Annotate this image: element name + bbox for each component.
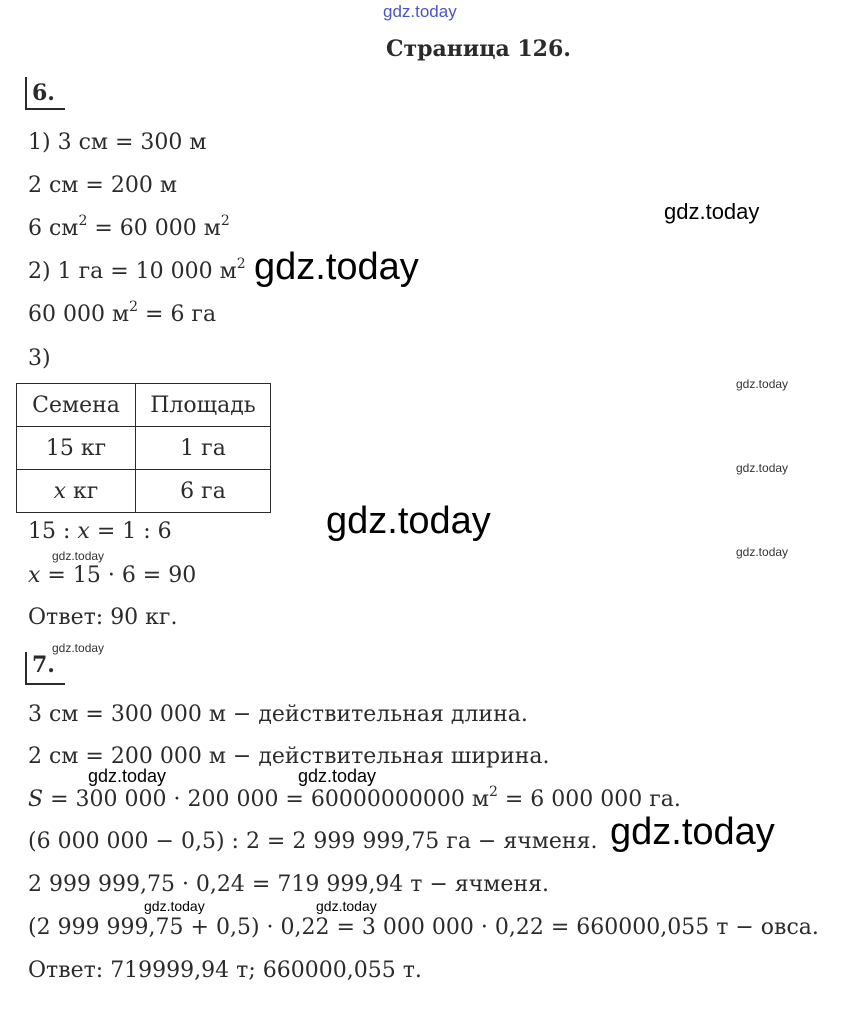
task6-line-4: 2) 1 га = 10 000 $м^2$: [28, 255, 246, 284]
watermark: gdz.today: [88, 766, 167, 786]
watermark: gdz.today: [316, 898, 377, 914]
task6-line-1: 1) 3 см = 300 м: [28, 130, 207, 155]
table-header-row: [17, 384, 271, 427]
task7-answer: Ответ: 719999,94 т; 660000,055 т.: [28, 958, 422, 983]
task7-number: 7.: [32, 652, 55, 678]
task6-line-3: 6 $см^2 = 60$ 000 $м^2$: [28, 212, 230, 241]
watermark: gdz.today: [610, 811, 775, 853]
table-row: [17, 470, 271, 513]
task6-line-2: 2 см = 200 м: [28, 173, 177, 198]
table-cell: 15 кг: [17, 427, 136, 470]
watermark: gdz.today: [298, 766, 377, 786]
task7-line-4: (6 000 000 − 0,5) : 2 = 2 999 999,75 га − ячменя.: [28, 829, 598, 854]
page-title: Страница 126.: [386, 36, 571, 62]
watermark: gdz.today: [736, 377, 789, 391]
task6-answer: Ответ: 90 кг.: [28, 605, 178, 630]
watermark: gdz.today: [664, 199, 760, 224]
watermark: gdz.today: [326, 500, 491, 542]
table-cell: 6 га: [136, 470, 271, 513]
task6-number: 6.: [32, 80, 55, 106]
task6-line-6: 3): [28, 346, 51, 371]
task7-line-3: S = 300 000 · 200 000 = 60000000000 $м^2 = 6$ 000 000 га.: [28, 783, 681, 812]
watermark-top: gdz.today: [383, 2, 457, 21]
table-cell: 1 га: [136, 427, 271, 470]
task7-line-2: 2 см = 200 000 м − действительная ширина.: [28, 744, 550, 769]
watermark: gdz.today: [144, 898, 205, 914]
watermark: gdz.today: [52, 641, 105, 655]
table-cell: x кг: [17, 470, 136, 513]
task6-line-5: 60 000 $м^2 = 6$ га: [28, 298, 217, 327]
seeds-table: [16, 383, 271, 513]
table-header-cell: Семена: [17, 384, 136, 427]
task6-proportion: 15 : x = 1 : 6: [28, 519, 172, 544]
table-row: [17, 427, 271, 470]
task7-line-5: 2 999 999,75 · 0,24 = 719 999,94 т − ячменя.: [28, 872, 549, 897]
task7-line-1: 3 см = 300 000 м − действительная длина.: [28, 702, 528, 727]
watermark: gdz.today: [736, 545, 789, 559]
task7-line-6: (2 999 999,75 + 0,5) · 0,22 = 3 000 000 · 0,22 = 660000,055 т − овса.: [28, 915, 819, 940]
watermark: gdz.today: [254, 246, 419, 288]
watermark: gdz.today: [736, 461, 789, 475]
table-header-cell: Площадь: [136, 384, 271, 427]
task6-solution: x = 15 · 6 = 90: [28, 563, 197, 588]
watermark: gdz.today: [52, 549, 105, 563]
